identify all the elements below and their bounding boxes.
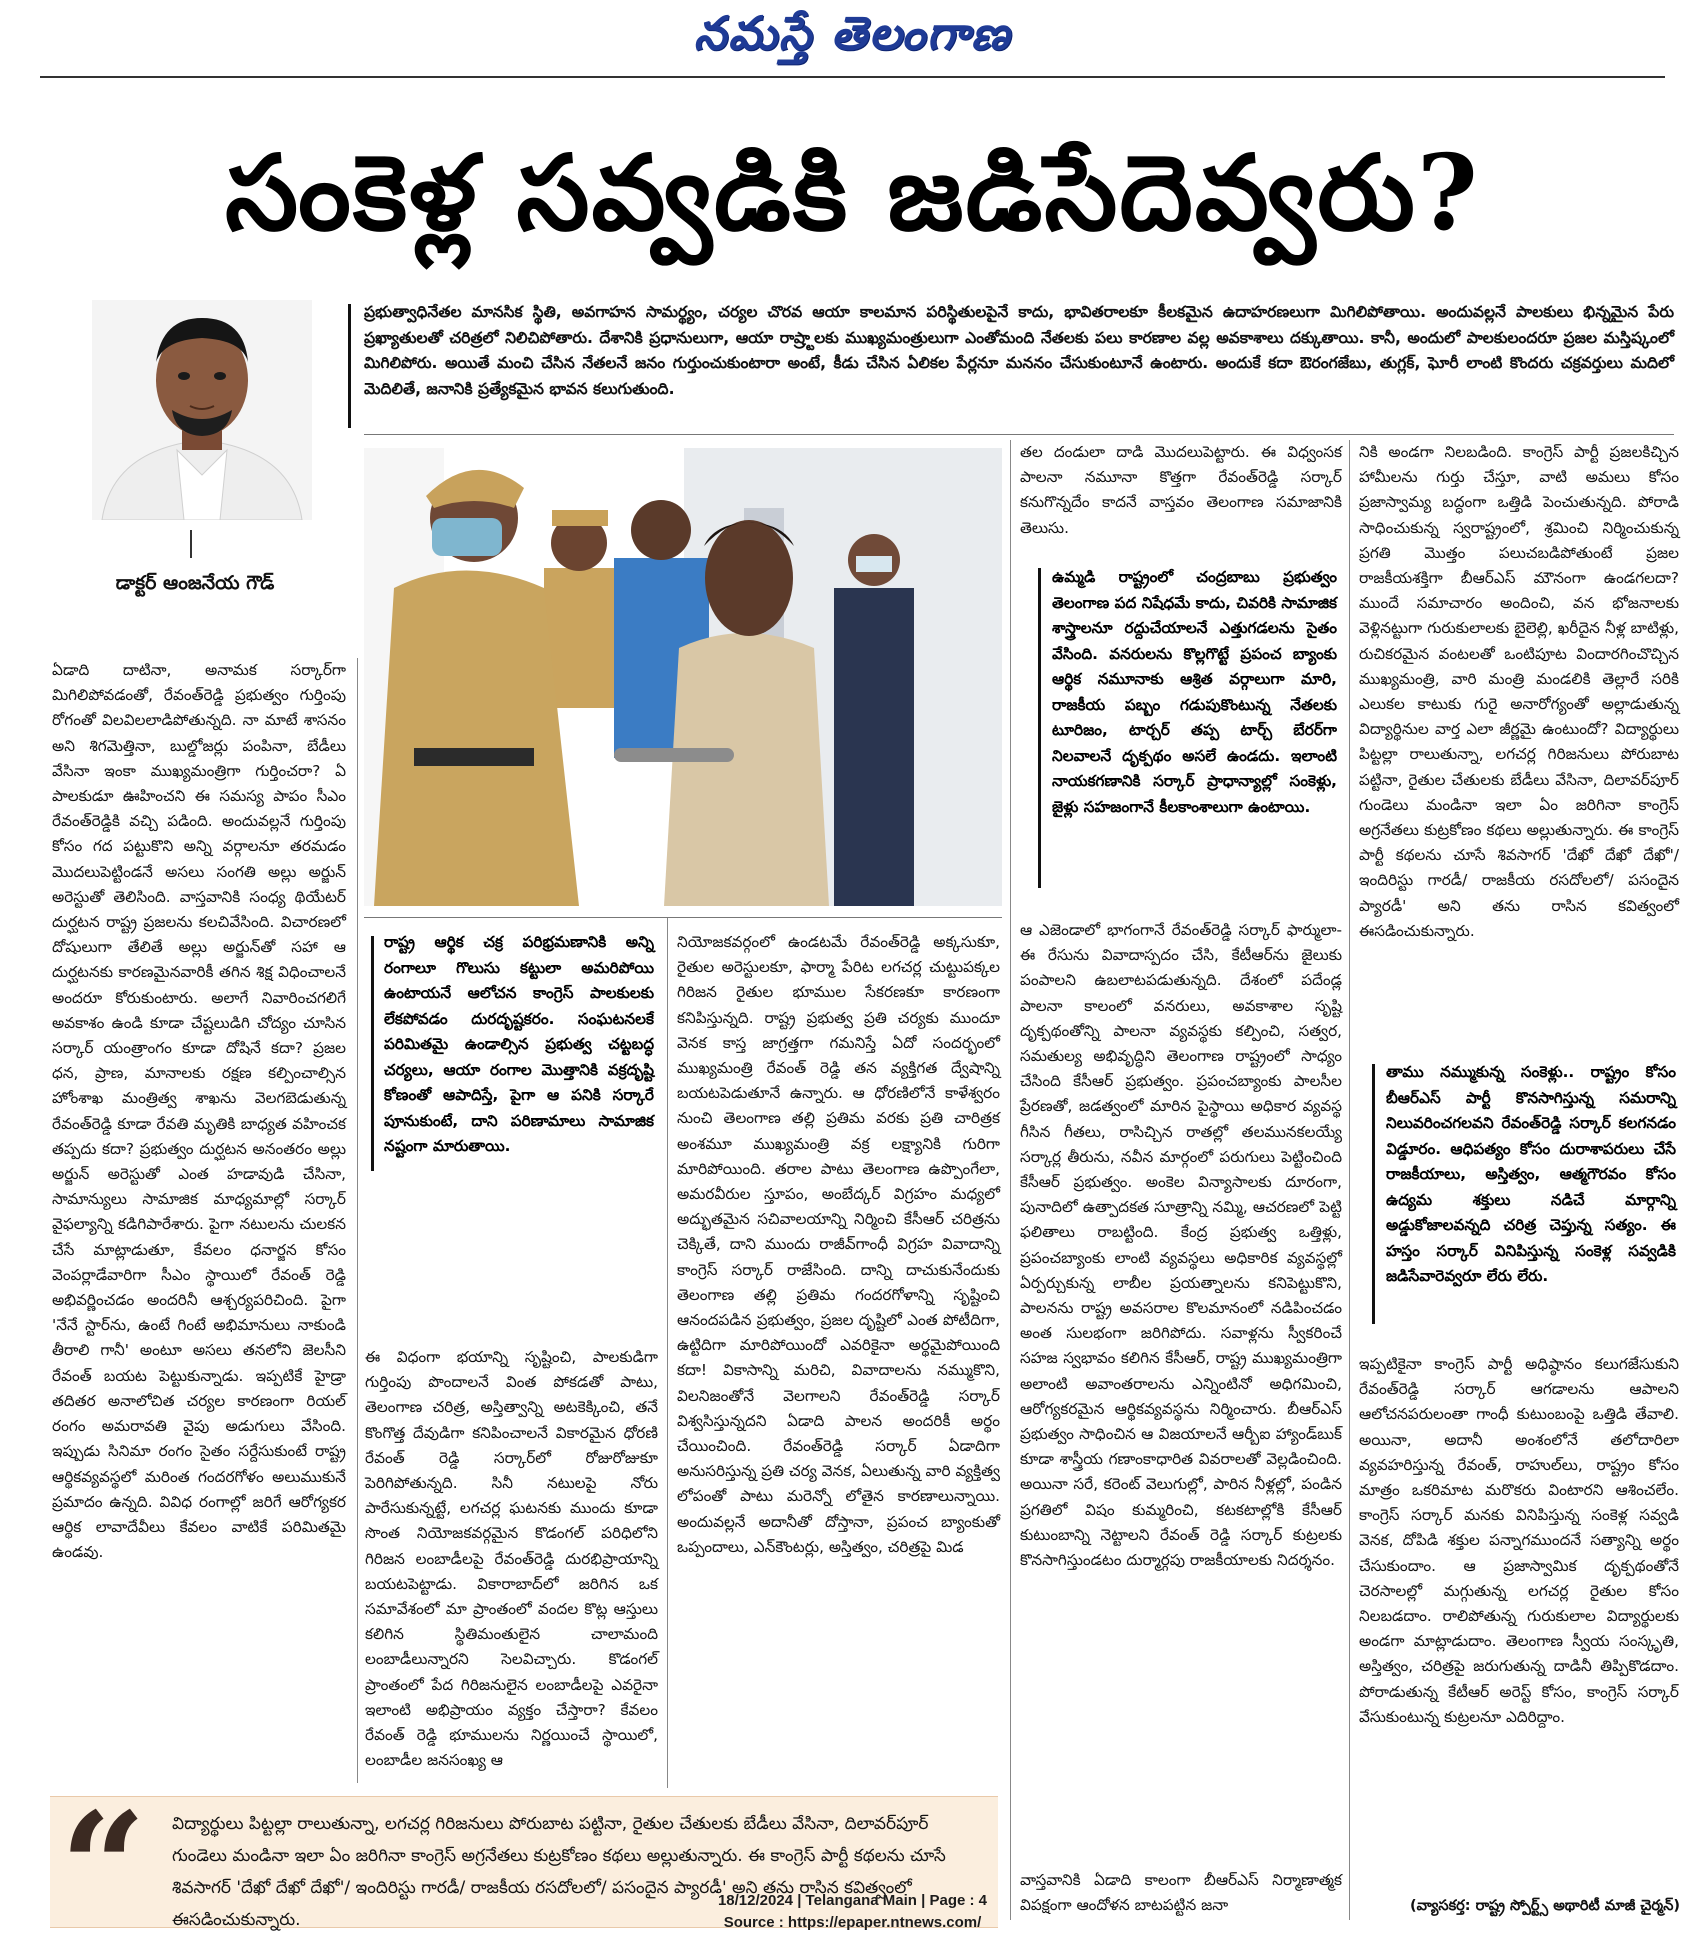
intro-bar (348, 304, 351, 428)
column-rule (667, 918, 668, 1788)
photo-rule (364, 917, 1002, 918)
caption-bar (371, 936, 374, 1171)
body-column-4-middle: ఆ ఎజెండాలో భాగంగానే రేవంత్‌రెడ్డి సర్కార్ ఫార్ములా-ఈ రేసును వివాదాస్పదం చేసి, కేటీఆర్‌ను జైలుకు పంపాలని ఉబలాటపడుతున్నది. దేశంలో పదేండ్ల పాలనా కాలంలో వనరులు, అవకాశాల సృష్టి దృక్పథంతోన్ని పాలనా వ్యవస్థకు కల్పించి, సత్వర, సమతుల్య అభివృద్ధిని తెలంగాణ రాష్ట్రంలో సాధ్యం చేసింది కేసీఆర్ ప్రభుత్వం. ప్రపంచబ్యాంకు పాలసీల ప్రేరణతో, జడత్వంలో మారిన పైస్థాయి అధికార వ్యవస్థ గీసిన గీతలు, రాసిచ్చిన రాతల్లో తలమునకలయ్యే సర్కార్ల తీరును, నవీన మార్గంలో పరుగులు పెట్టించింది కేసీఆర్ ప్రభుత్వం. అంకెల విన్యాసాలకు దూరంగా, పునాదిలో ఉత్పాదకత సూత్రాన్ని నమ్మి, ఆచరణలో పెట్టి ఫలితాలు రాబట్టింది. కేంద్ర ప్రభుత్వ ఒత్తిళ్లు, ప్రపంచబ్యాంకు లాంటి వ్యవస్థలు అధికారిక వ్యవస్థల్లో ఏర్పర్చుకున్న లాబీల ప్రయత్నాలను కనిపెట్టుకొని, పాలనను రాష్ట్ర అవసరాల కొలమానంలో నడిపించడం అంత సులభంగా జరిగిపోదు. సవాళ్లను స్వీకరించే సహజ స్వభావం కలిగిన కేసీఆర్, రాష్ట్ర ముఖ్యమంత్రిగా అలాంటి అవాంతరాలను ఎన్నింటినో అధిగమించి, ఆరోగ్యకరమైన ఆర్థికవ్యవస్థను నిర్మించారు. బీఆర్‌ఎస్ ప్రభుత్వం సాధించిన ఆ విజయాలనే ఆర్బీఐ హ్యాండ్‌బుక్ కూడా శాస్త్రీయ గణాంకాధారిత వివరాలతో వెల్లడించింది. అయినా సరే, కరెంట్ వెలుగుల్లో, పారిన నీళ్లల్లో, పండిన ప్రగతిలో విషం కుమ్మరించి, కటకటాల్లోకి కేసీఆర్ కుటుంబాన్ని నెట్టాలని రేవంత్ రెడ్డి సర్కార్ కుట్రలకు కొనసాగిస్తుండటం దుర్మార్గపు రాజకీయాలకు నిదర్శనం. (1020, 921, 1342, 1570)
column-rule (1349, 440, 1350, 1920)
footer-date-line: 18/12/2024 | Telangana Main | Page : 4 (717, 1892, 988, 1909)
column-rule (1010, 440, 1011, 1920)
body-column-1: ఏడాది దాటినా, అనామక సర్కార్‌గా మిగిలిపోవడంతో, రేవంత్‌రెడ్డి ప్రభుత్వం గుర్తింపు రోగంతో విలవిలలాడిపోతున్నది. నా మాటే శాసనం అని శిగమెత్తినా, బుల్డోజర్లు పంపినా, బేడీలు వేసినా ఇంకా ముఖ్యమంత్రిగా గుర్తించరా? ఏ పాలకుడూ ఊహించని ఈ సమస్య పాపం సీఎం రేవంత్‌రెడ్డికి వచ్చి పడింది. అందువల్లనే గుర్తింపు కోసం గద పట్టుకొని అన్ని వర్గాలనూ తరమడం మొదలుపెట్టిండనే అసలు సంగతి అల్లు అర్జున్ అరెస్టుతో తెలిసింది. వాస్తవానికి సంధ్య థియేటర్ దుర్ఘటన రాష్ట్ర ప్రజలను కలచివేసింది. విచారణలో దోషులుగా తేలితే అల్లు అర్జున్‌తో సహా ఆ దుర్ఘటనకు కారణమైనవారికీ తగిన శిక్ష విధించాలనే అందరూ కోరుకుంటారు. అలాగే నివారించగలిగే అవకాశం ఉండి కూడా చేష్టలుడిగి చోద్యం చూసిన సర్కార్ యంత్రాంగం కూడా దోషినే కదా? ప్రజల ధన, ప్రాణ, మానాలకు రక్షణ కల్పించాల్సిన హోంశాఖ మంత్రిత్వ శాఖను వెలగబెడుతున్న రేవంత్‌రెడ్డి కూడా రేవతి మృతికి బాధ్యత వహించక తప్పదు కదా? ప్రభుత్వం దుర్ఘటన అనంతరం అల్లు అర్జున్ అరెస్టుతో ఎంత హడావుడి చేసినా, సామాన్యులు సామాజిక మాధ్యమాల్లో సర్కార్ వైఫల్యాన్ని కడిగిపారేశారు. పైగా నటులను చులకన చేసే మాట్లాడుతూ, కేవలం ధనార్జన కోసం వెంపర్లాడేవారిగా సీఎం స్థాయిలో రేవంత్ రెడ్డి అభివర్ణించడం అందరినీ ఆశ్చర్యపరిచింది. పైగా 'నేనే స్టార్‌ను, ఉంటే గింటే అభిమానులు నాకుండి తీరాలి గానీ' అంటూ అసలు తనలోని జెలసీని రేవంత్ బయట పెట్టుకున్నాడు. ఇప్పటికే హైడ్రా తదితర అనాలోచిత చర్యల కారణంగా రియల్ రంగం అమరావతి వైపు అడుగులు వేసింది. ఇప్పుడు సినిమా రంగం సైతం సర్దేసుకుంటే రాష్ట్ర ఆర్థికవ్యవస్థలో మరింత గందరగోళం అలుముకునే ప్రమాదం ఉన్నది. వివిధ రంగాల్లో జరిగే ఆరోగ్యకర ఆర్థిక లావాదేవీలు కేవలం వాటికే పరిమితమై ఉండవు. (52, 661, 346, 1562)
masthead-rule (40, 76, 1665, 78)
body-column-3: నియోజకవర్గంలో ఉండటమే రేవంత్‌రెడ్డి అక్కసుకూ, రైతుల అరెస్టులకూ, ఫార్మా పేరిట లగచర్ల చుట్టుపక్కల గిరిజన రైతుల భూముల సేకరణకూ కారణంగా కనిపిస్తున్నది. రాష్ట్ర ప్రభుత్వ ప్రతి చర్యకు ముందూ వెనక కాస్త జాగ్రత్తగా గమనిస్తే ఏదో సందర్భంలో ముఖ్యమంత్రి రేవంత్ రెడ్డి తన వ్యక్తిగత ద్వేషాన్ని బయటపెడుతూనే ఉన్నారు. ఆ ధోరణిలోనే కాళేశ్వరం నుంచి తెలంగాణ తల్లి ప్రతిమ వరకు ప్రతి చారిత్రక అంశమూ ముఖ్యమంత్రి వక్ర లక్ష్యానికి గురిగా మారిపోయింది. తరాల పాటు తెలంగాణ ఉప్పొంగేలా, అమరవీరుల స్తూపం, అంబేద్కర్ విగ్రహం మధ్యలో అద్భుతమైన సచివాలయాన్ని నిర్మించి కేసీఆర్ చరిత్రను చెక్కితే, దాని ముందు రాజీవ్‌గాంధీ విగ్రహ వివాదాన్ని కాంగ్రెస్ సర్కార్ రాజేసింది. దాన్ని దాచుకునేందుకు తెలంగాణ తల్లి ప్రతిమ గందరగోళాన్ని సృష్టించి ఆనందపడిన ప్రభుత్వం, ప్రజల దృష్టిలో ఎంత పోటీదిగా, ఉట్టిదిగా మారిపోయిందో ఎవరికైనా అర్థమైపోయింది కదా! వికాసాన్ని మరిచి, వివాదాలను నమ్ముకొని, విలనిజంతోనే వెలగాలని రేవంత్‌రెడ్డి సర్కార్ విశ్వసిస్తున్నదని ఏడాది పాలన అందరికీ అర్థం చేయించింది. రేవంత్‌రెడ్డి సర్కార్ ఏడాదిగా అనుసరిస్తున్న ప్రతి చర్య వెనక, ఏలుతున్న వారి వ్యక్తిత్వ లోపంతో పాటు మరెన్నో లోతైన కారణాలున్నాయి. అందువల్లనే అదానీతో దోస్తానా, ప్రపంచ బ్యాంకుతో ఒప్పందాలు, ఎన్‌కౌంటర్లు, అస్తిత్వం, చరిత్రపై మిడ (677, 933, 1000, 1556)
body-column-5-top: నికి అండగా నిలబడింది. కాంగ్రెస్ పార్టీ ప్రజలకిచ్చిన హామీలను గుర్తు చేస్తూ, వాటి అమలు కోసం ప్రజాస్వామ్య బద్ధంగా ఒత్తిడి పెంచుతున్నది. పోరాడి సాధించుకున్న స్వరాష్ట్రంలో, శ్రమించి నిర్మించుకున్న ప్రగతి మొత్తం పలుచబడిపోతుంటే ప్రజల రాజకీయశక్తిగా బీఆర్‌ఎస్ మౌనంగా ఉండగలదా? ముందే సమాచారం అందించి, వన భోజనాలకు వెళ్లినట్టుగా గురుకులాలకు బైలెల్లి, ఖరీదైన నీళ్ల బాటిళ్లు, రుచికరమైన వంటలతో ఒంటిపూట విందారగించొచ్చిన ముఖ్యమంత్రి, వారి మంత్రి మండలికి తెల్లారే సరికి ఎలుకల కాటుకు గురై అనారోగ్యంతో అల్లాడుతున్న విద్యార్థినుల వార్త ఎలా జీర్ణమై ఉంటుందో? విద్యార్థులు పిట్టల్లా రాలుతున్నా, లగచర్ల గిరిజనులు పోరుబాట పట్టినా, రైతుల చేతులకు బేడీలు వేసినా, దిలావర్‌పూర్ గుండెలు మండినా ఇలా ఏం జరిగినా కాంగ్రెస్ అగ్రనేతలు కుట్రకోణం కథలు అల్లుతున్నారు. ఈ కాంగ్రెస్ పార్టీ కథలను చూసే శివసాగర్ 'దేఖో దేఖో దేఖో'/ ఇందిరిస్టు గారడీ/ రాజకీయ రసదోలలో/ పసందైన ప్యారడీ' అని తను రాసిన కవిత్వంలో ఈసడించుకున్నారు. (1359, 443, 1679, 940)
pullquote-1: ఉమ్మడి రాష్ట్రంలో చంద్రబాబు ప్రభుత్వం తెలంగాణ పద నిషేధమే కాదు, చివరికి సామాజిక శాస్త్రాలనూ రద్దుచేయాలనే ఎత్తుగడలను సైతం వేసింది. వనరులను కొల్లగొట్టే ప్రపంచ బ్యాంకు ఆర్థిక నమూనాకు ఆశ్రిత వర్గాలుగా మారి, రాజకీయ పబ్బం గడుపుకొంటున్న నేతలకు టూరిజం, టార్చర్ తప్ప టార్చ్ బేరర్‌గా నిలవాలనే దృక్పథం అసలే ఉండదు. ఇలాంటి నాయకగణానికి సర్కార్ ప్రాధాన్యాల్లో సంకెళ్లు, జైళ్లు సహజంగానే కీలకాంశాలుగా ఉంటాయి. (1052, 568, 1337, 816)
column-rule (357, 658, 358, 1783)
author-divider (190, 530, 192, 558)
pullquote-bar (1038, 568, 1041, 888)
quote-mark-icon: “ (60, 1780, 147, 1956)
intro-rule (364, 434, 1674, 435)
body-column-5-bottom: ఇప్పటికైనా కాంగ్రెస్ పార్టీ అధిష్ఠానం కలుగజేసుకుని రేవంత్‌రెడ్డి సర్కార్ ఆగడాలను ఆపాలని ఆలోచనపరులంతా గాంధీ కుటుంబంపై ఒత్తిడి తేవాలి. అయినా, అదానీ అంశంలోనే తలోదారిలా వ్యవహరిస్తున్న రేవంత్, రాహుల్‌లు, రాష్ట్రం కోసం మాత్రం ఒకరిమాట మరొకరు వింటారని ఆశించలేం. కాంగ్రెస్ సర్కార్ మనకు వినిపిస్తున్న సంకెళ్ల సవ్వడి వెనక, దోపిడి శక్తుల పన్నాగముందనే సత్యాన్ని అర్థం చేసుకుందాం. ఆ ప్రజాస్వామిక దృక్పథంతోనే చెరసాలల్లో మగ్గుతున్న లగచర్ల రైతుల కోసం నిలబడదాం. రాలిపోతున్న గురుకులాల విద్యార్థులకు అండగా మాట్లాడుదాం. తెలంగాణ స్వీయ సంస్కృతి, అస్తిత్వం, చరిత్రపై జరుగుతున్న దాడినీ తిప్పికొడదాం. పోరాడుతున్న కేటీఆర్ అరెస్ట్ కోసం, కాంగ్రెస్ సర్కార్ వేసుకుంటున్న కుట్రలనూ ఎదిరిద్దాం. (1359, 1355, 1679, 1726)
pullquote-2: తాము నమ్ముకున్న సంకెళ్లు.. రాష్ట్రం కోసం బీఆర్‌ఎస్ పార్టీ కొనసాగిస్తున్న సమరాన్ని నిలువరించగలవని రేవంత్‌రెడ్డి సర్కార్ కలగనడం విడ్డూరం. ఆధిపత్యం కోసం దురాశాపరులు చేసే రాజకీయాలు, అస్తిత్వం, ఆత్మగౌరవం కోసం ఉద్యమ శక్తులు నడిచే మార్గాన్ని అడ్డుకోజాలవన్నది చరిత్ర చెప్తున్న సత్యం. ఈ హస్తం సర్కార్ వినిపిస్తున్న సంకెళ్ల సవ్వడికి జడిసేవారెవ్వరూ లేరు లేరు. (1386, 1063, 1676, 1285)
photo-pullquote: రాష్ట్ర ఆర్థిక చక్ర పరిభ్రమణానికి అన్ని రంగాలూ గొలుసు కట్టులా అమరిపోయి ఉంటాయనే ఆలోచన కాంగ్రెస్ పాలకులకు లేకపోవడం దురదృష్టకరం. సంఘటనలకే పరిమితమై ఉండాల్సిన ప్రభుత్వ చట్టబద్ధ చర్యలు, ఆయా రంగాల మొత్తానికి వక్రదృష్టి కోణంతో ఆపాదిస్తే, పైగా ఆ పనికి సర్కారే పూనుకుంటే, దాని పరిణామాలు సామాజిక నష్టంగా మారుతాయి. (384, 933, 654, 1155)
police-escort-photo-icon (364, 448, 1002, 906)
body-column-4-bottom: వాస్తవానికి ఏడాది కాలంగా బీఆర్‌ఎస్ నిర్మాణాత్మక విపక్షంగా ఆందోళన బాటపట్టిన జనా (1020, 1871, 1342, 1915)
author-name: డాక్టర్ ఆంజనేయ గౌడ్ (115, 572, 275, 594)
quote-text: విద్యార్థులు పిట్టల్లా రాలుతున్నా, లగచర్ల గిరిజనులు పోరుబాట పట్టినా, రైతుల చేతులకు బేడీలు వేసినా, దిలావర్‌పూర్ గుండెలు మండినా ఇలా ఏం జరిగినా కాంగ్రెస్ అగ్రనేతలు కుట్రకోణం కథలు అల్లుతున్నారు. ఈ కాంగ్రెస్ పార్టీ కథలను చూసే శివసాగర్ 'దేఖో దేఖో దేఖో'/ ఇందిరిస్టు గారడీ/ రాజకీయ రసదోలలో/ పసందైన ప్యారడీ' అని తను రాసిన కవిత్వంలో ఈసడించుకున్నారు. (172, 1814, 946, 1930)
footer-source-link[interactable]: Source : https://epaper.ntnews.com/ (723, 1914, 982, 1931)
masthead: నమస్తే తెలంగాణ (693, 6, 1012, 60)
author-credit: (వ్యాసకర్త: రాష్ట్ర స్పోర్ట్స్ అథారిటీ మాజీ చైర్మన్) (1409, 1898, 1680, 1914)
pullquote-bar (1372, 1064, 1375, 1324)
intro-paragraph: ప్రభుత్వాధినేతల మానసిక స్థితి, అవగాహన సామర్థ్యం, చర్యల చొరవ ఆయా కాలమాన పరిస్థితులపైనే కాదు, భావితరాలకూ కీలకమైన ఉదాహరణలుగా మిగిలిపోతాయి. అందువల్లనే పాలకులు భిన్నమైన పేరు ప్రఖ్యాతులతో చరిత్రలో నిలిచిపోతారు. దేశానికి ప్రధానులుగా, ఆయా రాష్ర్టాలకు ముఖ్యమంత్రులుగా ఎంతోమంది నేతలకు పలు కారణాల వల్ల అవకాశాలు దక్కుతాయి. కానీ, అందులో పాలకులందరూ ప్రజల మస్తిష్కంలో మిగిలిపోరు. అయితే మంచి చేసిన నేతలనే జనం గుర్తుంచుకుంటారా అంటే, కీడు చేసిన ఏలికల పేర్లనూ మననం చేసుకుంటూనే ఉంటారు. అందుకే కదా ఔరంగజేబు, తుగ్లక్, ఘోరీ లాంటి కొందరు చక్రవర్తులు మదిలో మెదిలితే, జనానికి ప్రత్యేకమైన భావన కలుగుతుంది. (364, 303, 1674, 398)
body-column-4-top: తల దండులా దాడి మొదలుపెట్టారు. ఈ విధ్వంసక పాలనా నమూనా కొత్తగా రేవంత్‌రెడ్డి సర్కార్ కనుగొన్నదేం కాదనే వాస్తవం తెలంగాణ సమాజానికి తెలుసు. (1020, 443, 1342, 537)
author-portrait-icon (92, 300, 312, 520)
body-column-2: ఈ విధంగా భయాన్ని సృష్టించి, పాలకుడిగా గుర్తింపు పొందాలనే వింత పోకడతో పాటు, తెలంగాణ చరిత్ర, అస్తిత్వాన్ని అటకెక్కించి, తనే కొంగొత్త దేవుడిగా కనిపించాలనే వికారమైన ధోరణి రేవంత్ రెడ్డి సర్కార్‌లో రోజురోజుకూ పెరిగిపోతున్నది. సినీ నటులపై నోరు పారేసుకున్నట్టే, లగచర్ల ఘటనకు ముందు కూడా సొంత నియోజకవర్గమైన కొడంగల్ పరిధిలోని గిరిజన లంబాడీలపై రేవంత్‌రెడ్డి దురభిప్రాయాన్ని బయటపెట్టాడు. వికారాబాద్‌లో జరిగిన ఒక సమావేశంలో మా ప్రాంతంలో వందల కొట్ల ఆస్తులు కలిగిన స్థితిమంతులైన చాలామంది లంబాడీలున్నారని సెలవిచ్చారు. కొడంగల్ ప్రాంతంలో పేద గిరిజనులైన లంబాడీలపై ఎవరైనా ఇలాంటి అభిప్రాయం వ్యక్తం చేస్తారా? కేవలం రేవంత్ రెడ్డి భూములను నిర్ణయించే స్థాయిలో, లంబాడీల జనసంఖ్య ఆ (365, 1348, 658, 1770)
footer (0, 1890, 1705, 1934)
headline: సంకెళ్ల సవ్వడికి జడిసేదెవ్వరు? (225, 131, 1480, 254)
